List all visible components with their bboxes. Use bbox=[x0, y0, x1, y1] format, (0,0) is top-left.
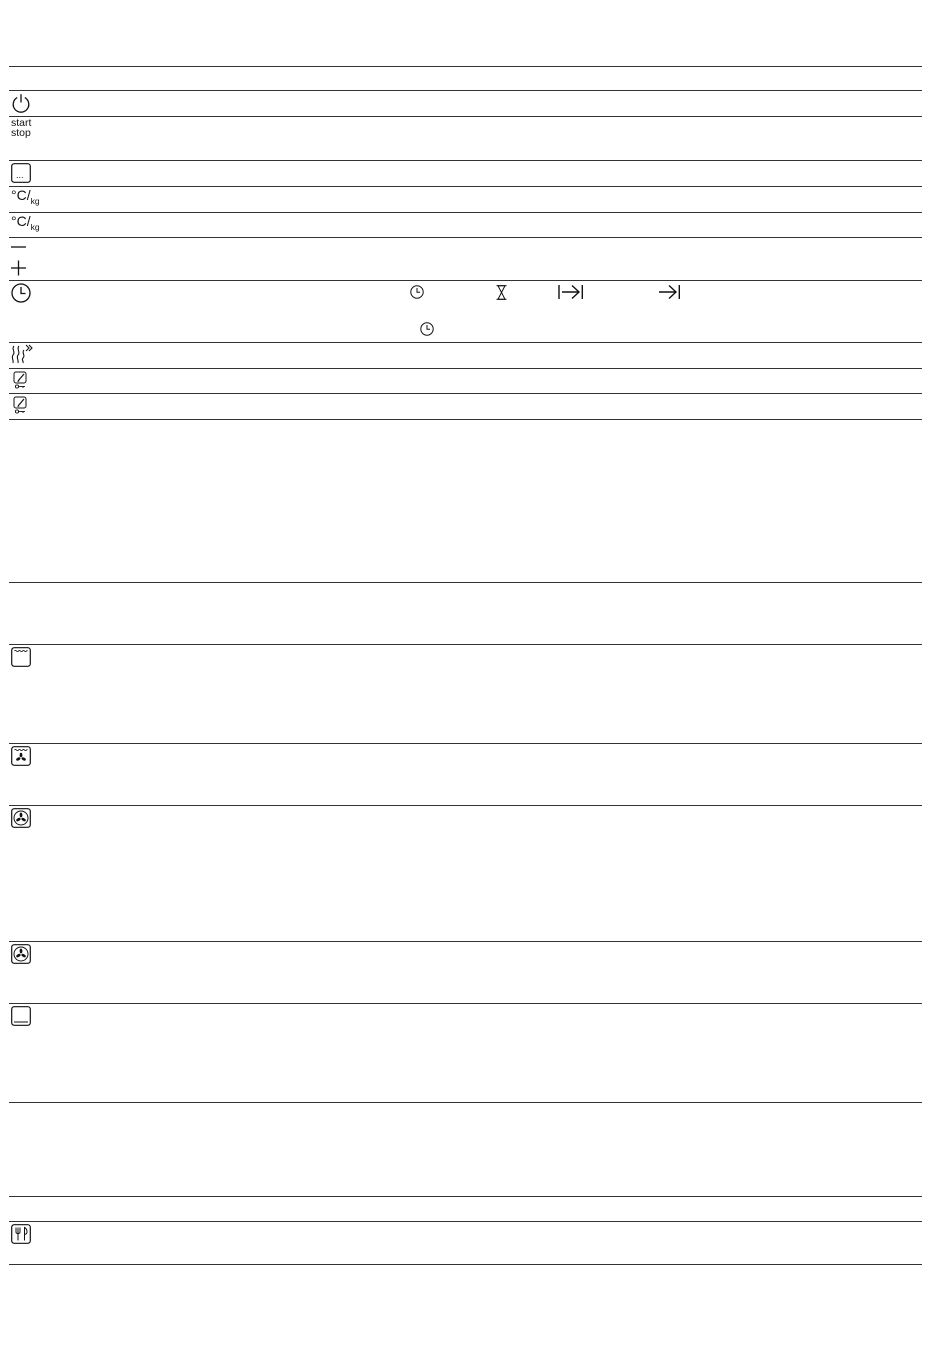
start-label: start bbox=[11, 117, 32, 129]
temperature-weight-icon bbox=[11, 187, 40, 209]
table-border bbox=[9, 1196, 922, 1197]
table-border bbox=[9, 237, 922, 238]
table-border bbox=[9, 66, 922, 67]
table-border bbox=[9, 419, 922, 420]
temperature-weight-icon bbox=[11, 213, 40, 235]
table-border bbox=[9, 743, 922, 744]
hourglass-icon bbox=[496, 285, 507, 300]
table-border bbox=[9, 1003, 922, 1004]
table-border bbox=[9, 368, 922, 369]
weight-unit-label: kg bbox=[30, 196, 40, 206]
power-icon bbox=[11, 93, 31, 113]
table-border bbox=[9, 280, 922, 281]
clock-icon bbox=[410, 285, 424, 299]
cooking-time-icon bbox=[558, 284, 584, 300]
top-bottom-heat-icon bbox=[11, 647, 31, 667]
minus-icon bbox=[11, 245, 27, 249]
hot-air-icon bbox=[11, 808, 31, 828]
table-border bbox=[9, 1102, 922, 1103]
bottom-heat-icon bbox=[11, 1006, 31, 1026]
child-lock-icon bbox=[13, 371, 29, 389]
table-border bbox=[9, 90, 922, 91]
rapid-heat-icon bbox=[11, 344, 33, 364]
start-stop-text-icon bbox=[11, 118, 31, 138]
end-time-icon bbox=[659, 284, 681, 300]
temp-unit-label: °C/ bbox=[11, 187, 31, 203]
table-border bbox=[9, 342, 922, 343]
table-border bbox=[9, 1221, 922, 1222]
plus-icon bbox=[11, 260, 27, 276]
table-border bbox=[9, 393, 922, 394]
hot-air-eco-icon bbox=[11, 944, 31, 964]
weight-unit-label: kg bbox=[30, 222, 40, 232]
table-border bbox=[9, 212, 922, 213]
table-border bbox=[9, 116, 922, 117]
menu-dots-label: ... bbox=[16, 170, 24, 180]
table-border bbox=[9, 582, 922, 583]
table-border bbox=[9, 1264, 922, 1265]
clock-icon bbox=[420, 322, 434, 336]
temp-unit-label: °C/ bbox=[11, 213, 31, 229]
child-lock-icon bbox=[13, 396, 29, 414]
table-border bbox=[9, 160, 922, 161]
clock-icon bbox=[11, 283, 31, 303]
table-border bbox=[9, 186, 922, 187]
stop-label: stop bbox=[11, 127, 31, 139]
table-border bbox=[9, 644, 922, 645]
table-border bbox=[9, 805, 922, 806]
cutlery-icon bbox=[11, 1224, 31, 1244]
table-border bbox=[9, 941, 922, 942]
grill-fan-icon bbox=[11, 746, 31, 766]
menu-dots-icon bbox=[11, 163, 31, 183]
